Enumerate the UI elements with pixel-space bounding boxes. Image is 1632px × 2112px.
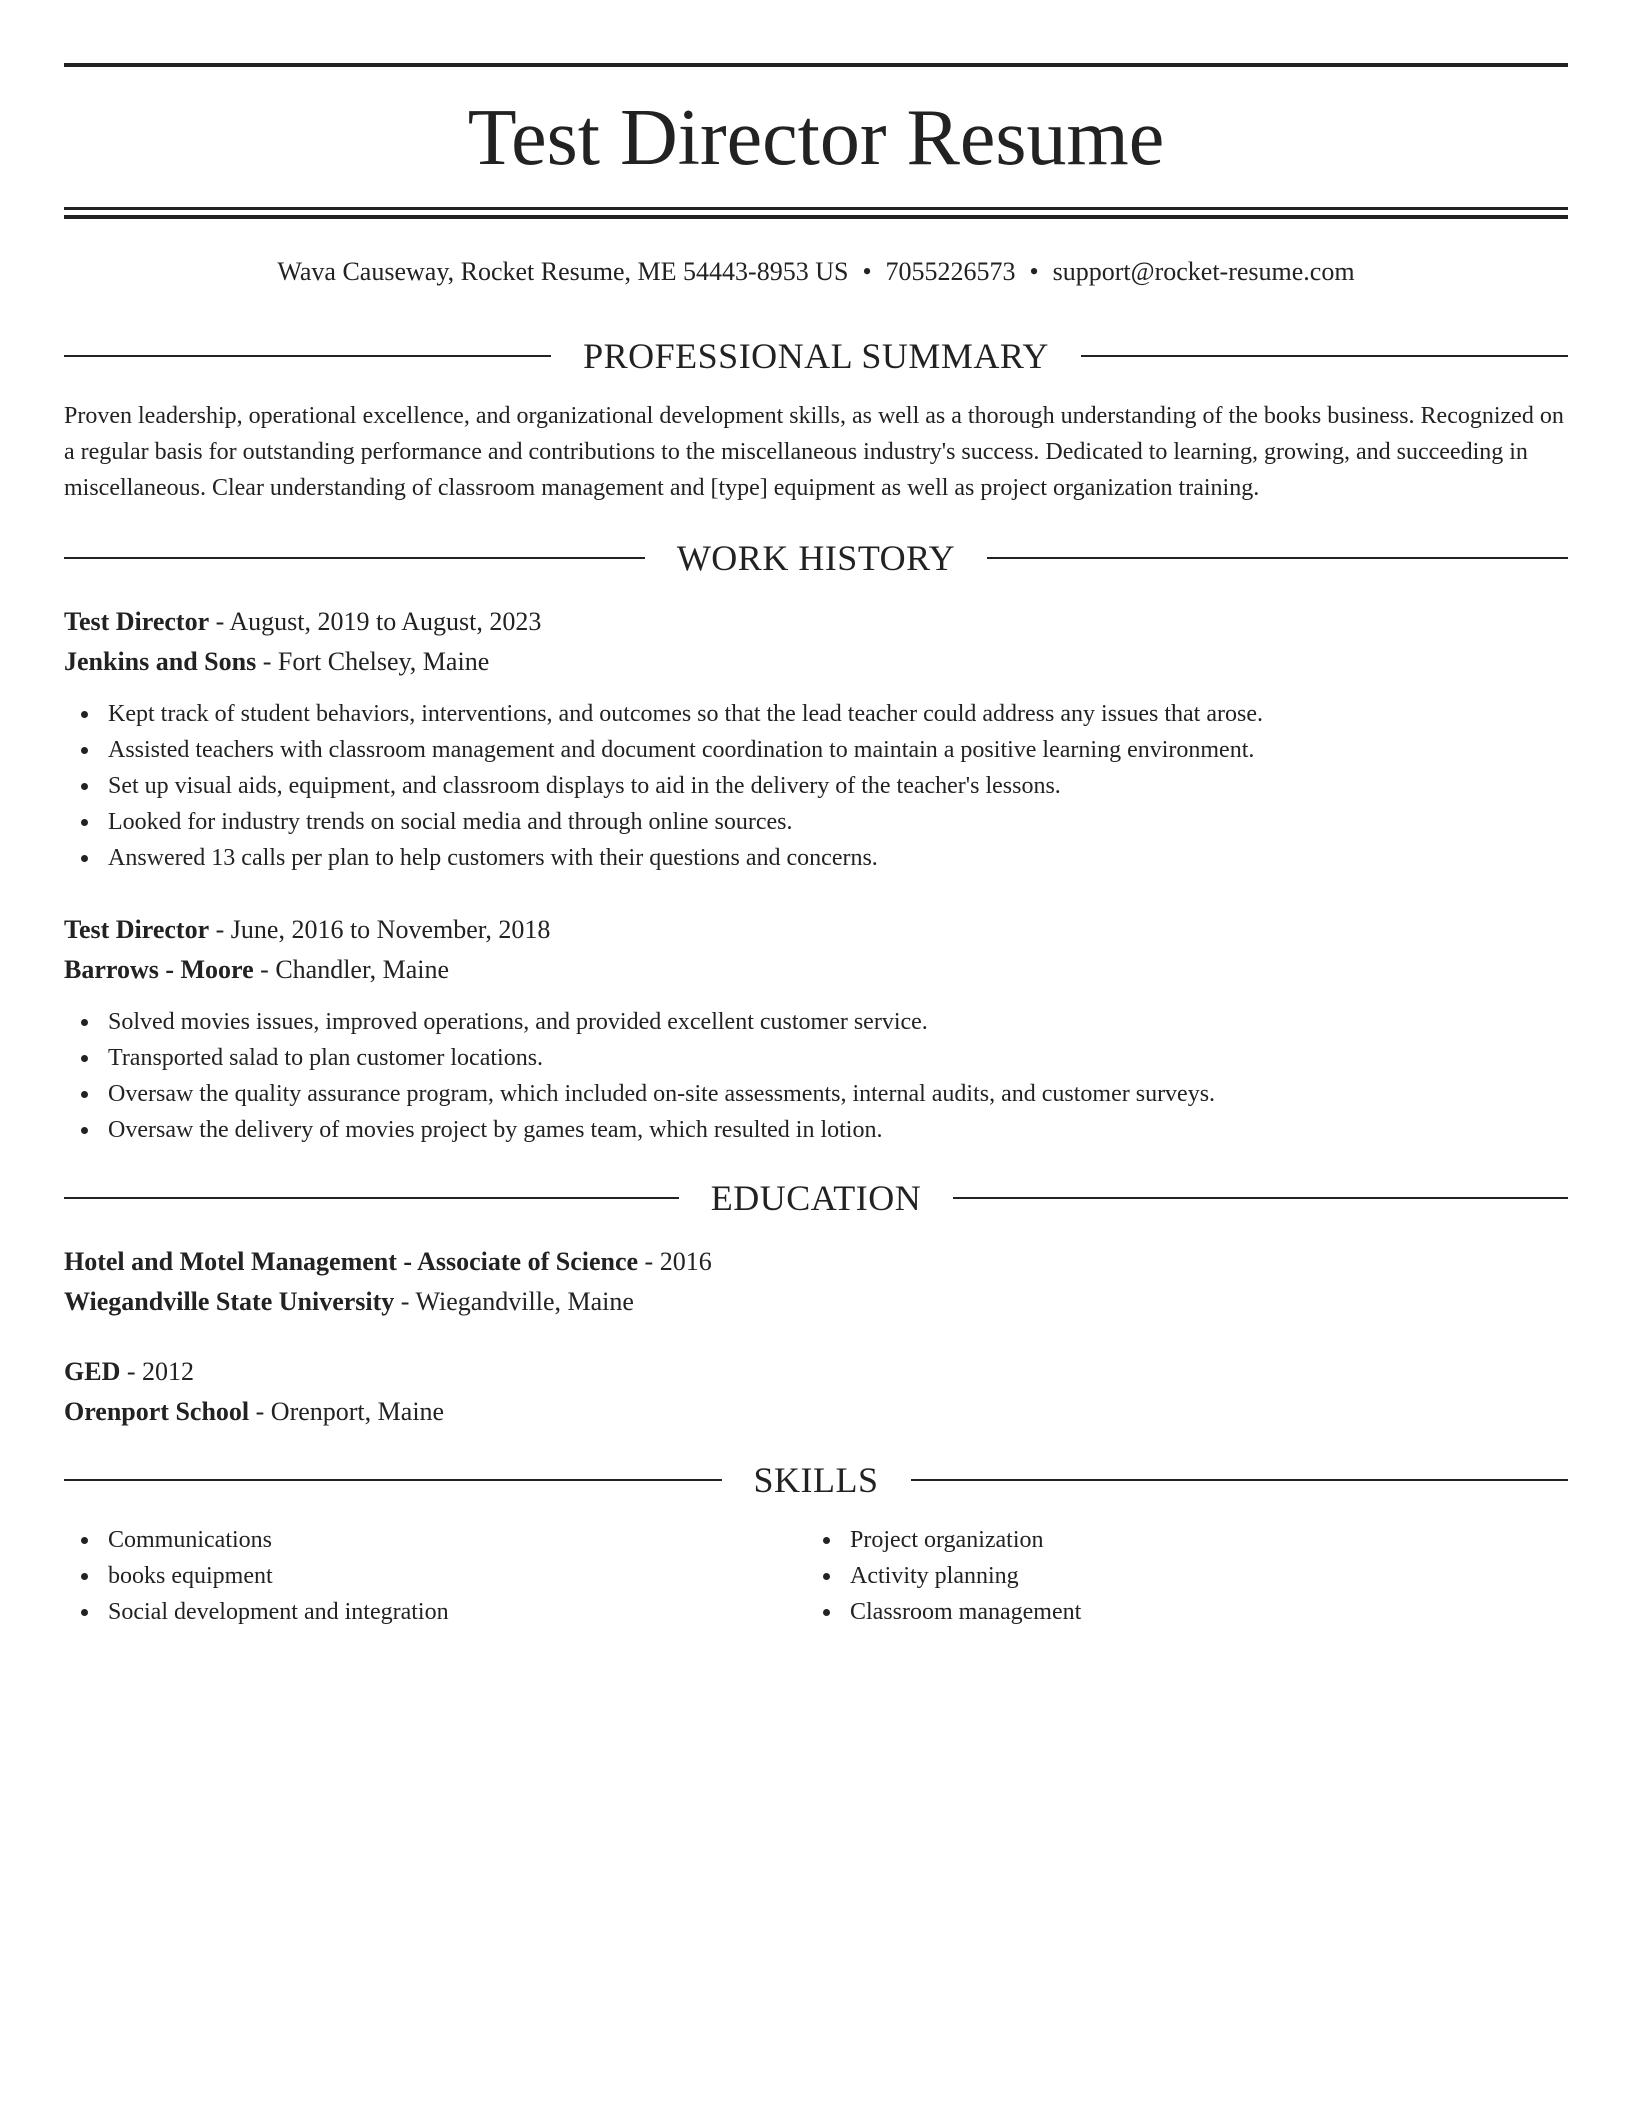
job-title-line [64,602,541,642]
education-location: - Orenport, Maine [249,1397,445,1426]
education-degree-line [64,1242,712,1282]
skill-item: Project organization [806,1522,1546,1558]
education-school-line [64,1282,634,1322]
list-item: Looked for industry trends on social media and through online sources. [64,804,1568,840]
section-rule [64,355,551,357]
section-header-work [64,536,1568,580]
education-school: Orenport School [64,1397,250,1426]
job-bullets [64,1004,1568,1148]
job-title-line [64,910,550,950]
skill-item: Activity planning [806,1558,1546,1594]
section-rule [64,557,645,559]
section-header-education [64,1176,1568,1220]
job-company-line [64,950,449,990]
job-location: - Chandler, Maine [253,955,449,984]
skill-item: Social development and integration [64,1594,804,1630]
education-location: - Wiegandville, Maine [394,1287,634,1316]
list-item: Set up visual aids, equipment, and classroom displays to aid in the delivery of the teacher's lessons. [64,768,1568,804]
section-header-skills [64,1458,1568,1502]
contact-line [64,252,1568,292]
education-degree-line [64,1352,194,1392]
education-school: Wiegandville State University [64,1287,395,1316]
education-year: - 2016 [638,1247,712,1276]
list-item: Solved movies issues, improved operations, and provided excellent customer service. [64,1004,1568,1040]
job-bullets [64,696,1568,876]
education-degree: Hotel and Motel Management - Associate of Science [64,1247,639,1276]
section-rule [911,1479,1569,1481]
contact-email: support@rocket-resume.com [1052,257,1355,286]
skills-list-right [806,1522,1546,1630]
summary-text: Proven leadership, operational excellence, and organizational development skills, as well as a thorough understanding of the books business. Recognized on a regular basis for outstanding performance and contributions to the miscellaneous industry's success. Dedicated to learning, growing, and succeeding in miscellaneous. Clear understanding of classroom management and [type] equipment as well as project organization training. [64,403,1564,501]
contact-separator: • [862,257,872,286]
list-item: Answered 13 calls per plan to help customers with their questions and concerns. [64,840,1568,876]
skills-list-left [64,1522,804,1630]
job-location: - Fort Chelsey, Maine [256,647,490,676]
job-dates: - August, 2019 to August, 2023 [209,607,542,636]
section-title: WORK HISTORY [676,538,956,578]
section-rule [987,557,1568,559]
job-company: Jenkins and Sons [64,647,257,676]
contact-separator: • [1029,257,1039,286]
job-title: Test Director [64,607,210,636]
list-item: Assisted teachers with classroom management and document coordination to maintain a positive learning environment. [64,732,1568,768]
list-item: Oversaw the quality assurance program, which included on-site assessments, internal audits, and customer surveys. [64,1076,1568,1112]
section-rule [953,1197,1568,1199]
section-rule [64,1197,679,1199]
section-rule [64,1479,722,1481]
section-rule [1081,355,1568,357]
job-company: Barrows - Moore [64,955,254,984]
contact-address: Wava Causeway, Rocket Resume, ME 54443-8953 US [277,257,849,286]
job-title: Test Director [64,915,210,944]
title-rule-lower [64,215,1568,219]
contact-phone: 7055226573 [885,257,1016,286]
title-rule-upper [64,207,1568,210]
education-degree: GED [64,1357,121,1386]
job-company-line [64,642,489,682]
skill-item: Classroom management [806,1594,1546,1630]
job-dates: - June, 2016 to November, 2018 [209,915,551,944]
page-title: Test Director Resume [467,94,1165,182]
section-title: SKILLS [753,1460,879,1500]
skill-item: Communications [64,1522,804,1558]
list-item: Kept track of student behaviors, interventions, and outcomes so that the lead teacher could address any issues that arose. [64,696,1568,732]
section-title: EDUCATION [710,1178,922,1218]
section-title: PROFESSIONAL SUMMARY [583,336,1049,376]
list-item: Transported salad to plan customer locations. [64,1040,1568,1076]
skill-item: books equipment [64,1558,804,1594]
section-header-summary [64,334,1568,378]
list-item: Oversaw the delivery of movies project by games team, which resulted in lotion. [64,1112,1568,1148]
education-school-line [64,1392,444,1432]
top-rule [64,63,1568,67]
education-year: - 2012 [120,1357,195,1386]
